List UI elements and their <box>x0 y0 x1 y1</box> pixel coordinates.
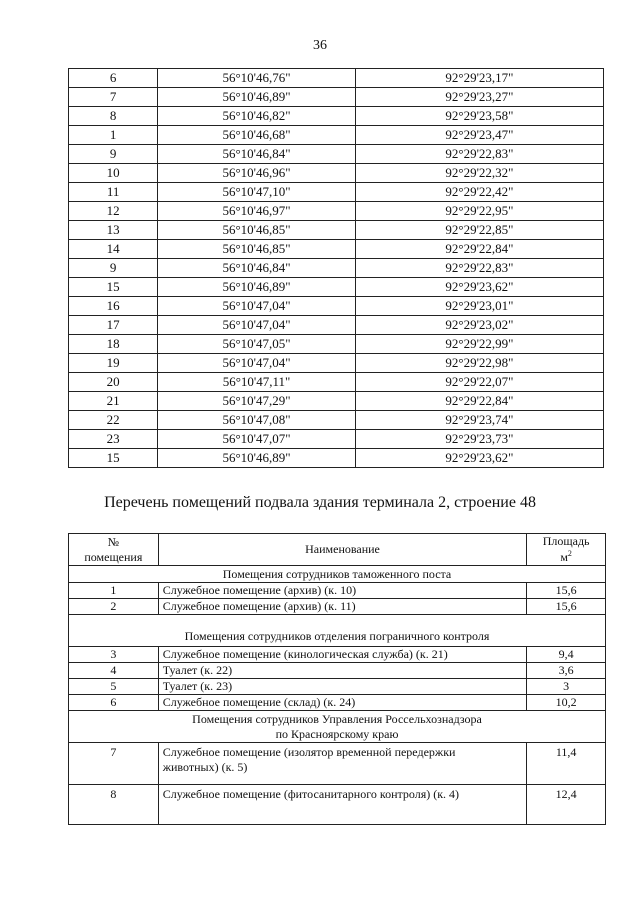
header-area-unit-exponent: 2 <box>567 549 572 558</box>
latitude-cell: 56°10'47,10" <box>158 183 356 202</box>
table-row <box>69 88 604 107</box>
longitude-cell: 92°29'23,74" <box>355 411 603 430</box>
latitude-cell: 56°10'47,07" <box>158 430 356 449</box>
latitude-cell: 56°10'46,89" <box>158 88 356 107</box>
table-row <box>69 449 604 468</box>
longitude-cell: 92°29'22,32" <box>355 164 603 183</box>
point-number: 17 <box>69 316 158 335</box>
point-number: 11 <box>69 183 158 202</box>
room-number: 4 <box>69 663 159 679</box>
table-row <box>69 679 606 695</box>
longitude-cell: 92°29'23,62" <box>355 278 603 297</box>
latitude-cell: 56°10'47,11" <box>158 373 356 392</box>
latitude-cell: 56°10'46,82" <box>158 107 356 126</box>
group-heading-rosselkhoznadzor <box>69 711 606 743</box>
longitude-cell: 92°29'22,84" <box>355 240 603 259</box>
room-number: 5 <box>69 679 159 695</box>
latitude-cell: 56°10'46,96" <box>158 164 356 183</box>
table-row <box>69 695 606 711</box>
room-name: Служебное помещение (архив) (к. 11) <box>158 599 527 615</box>
longitude-cell: 92°29'22,95" <box>355 202 603 221</box>
room-number: 3 <box>69 647 159 663</box>
room-area: 9,4 <box>527 647 606 663</box>
longitude-cell: 92°29'22,42" <box>355 183 603 202</box>
coordinates-table-body <box>69 69 604 468</box>
latitude-cell: 56°10'46,68" <box>158 126 356 145</box>
table-row <box>69 316 604 335</box>
longitude-cell: 92°29'23,62" <box>355 449 603 468</box>
latitude-cell: 56°10'46,85" <box>158 240 356 259</box>
group-heading-customs: Помещения сотрудников таможенного поста <box>69 566 606 583</box>
room-area: 3,6 <box>527 663 606 679</box>
table-row <box>69 411 604 430</box>
room-name: Служебное помещение (склад) (к. 24) <box>158 695 527 711</box>
page-number: 36 <box>313 38 327 53</box>
latitude-cell: 56°10'46,85" <box>158 221 356 240</box>
longitude-cell: 92°29'23,27" <box>355 88 603 107</box>
header-number-label: помещения <box>84 549 143 564</box>
header-area-label: Площадь <box>542 534 590 548</box>
room-area: 11,4 <box>527 743 606 785</box>
point-number: 14 <box>69 240 158 259</box>
table-row <box>69 785 606 825</box>
room-area: 15,6 <box>527 583 606 599</box>
table-row <box>69 221 604 240</box>
latitude-cell: 56°10'46,89" <box>158 278 356 297</box>
room-name: Служебное помещение (кинологическая служба) (к. 21) <box>158 647 527 663</box>
table-row <box>69 583 606 599</box>
group-row <box>69 711 606 743</box>
room-name: Туалет (к. 22) <box>158 663 527 679</box>
latitude-cell: 56°10'47,05" <box>158 335 356 354</box>
longitude-cell: 92°29'23,73" <box>355 430 603 449</box>
room-number: 7 <box>69 743 159 785</box>
table-row <box>69 240 604 259</box>
longitude-cell: 92°29'22,83" <box>355 145 603 164</box>
table-row <box>69 107 604 126</box>
longitude-cell: 92°29'22,98" <box>355 354 603 373</box>
point-number: 20 <box>69 373 158 392</box>
table-row <box>69 599 606 615</box>
longitude-cell: 92°29'23,01" <box>355 297 603 316</box>
longitude-cell: 92°29'22,07" <box>355 373 603 392</box>
table-row <box>69 430 604 449</box>
latitude-cell: 56°10'46,97" <box>158 202 356 221</box>
room-number: 1 <box>69 583 159 599</box>
rooms-table <box>68 533 606 825</box>
group-heading-line: Помещения сотрудников Управления Россельхознадзора <box>192 711 482 726</box>
table-row <box>69 145 604 164</box>
point-number: 6 <box>69 69 158 88</box>
group-heading-line: по Красноярскому краю <box>275 726 399 741</box>
longitude-cell: 92°29'22,83" <box>355 259 603 278</box>
room-number: 8 <box>69 785 159 825</box>
point-number: 18 <box>69 335 158 354</box>
table-row <box>69 278 604 297</box>
group-row <box>69 615 606 647</box>
point-number: 10 <box>69 164 158 183</box>
longitude-cell: 92°29'22,84" <box>355 392 603 411</box>
table-row <box>69 297 604 316</box>
point-number: 13 <box>69 221 158 240</box>
room-area: 12,4 <box>527 785 606 825</box>
point-number: 21 <box>69 392 158 411</box>
table-row <box>69 69 604 88</box>
table-row <box>69 373 604 392</box>
latitude-cell: 56°10'47,29" <box>158 392 356 411</box>
point-number: 15 <box>69 449 158 468</box>
section-title: Перечень помещений подвала здания терминала 2, строение 48 <box>104 494 536 511</box>
header-number-sign: № <box>107 534 120 549</box>
point-number: 16 <box>69 297 158 316</box>
rooms-table-header-row <box>69 534 606 566</box>
room-area: 15,6 <box>527 599 606 615</box>
latitude-cell: 56°10'46,76" <box>158 69 356 88</box>
longitude-cell: 92°29'23,17" <box>355 69 603 88</box>
longitude-cell: 92°29'23,02" <box>355 316 603 335</box>
point-number: 19 <box>69 354 158 373</box>
table-row <box>69 663 606 679</box>
point-number: 12 <box>69 202 158 221</box>
room-number: 6 <box>69 695 159 711</box>
longitude-cell: 92°29'22,85" <box>355 221 603 240</box>
header-area <box>527 534 606 566</box>
room-area: 10,2 <box>527 695 606 711</box>
latitude-cell: 56°10'46,89" <box>158 449 356 468</box>
longitude-cell: 92°29'23,58" <box>355 107 603 126</box>
table-row <box>69 183 604 202</box>
table-row <box>69 259 604 278</box>
table-row <box>69 126 604 145</box>
latitude-cell: 56°10'47,04" <box>158 354 356 373</box>
latitude-cell: 56°10'47,08" <box>158 411 356 430</box>
latitude-cell: 56°10'47,04" <box>158 297 356 316</box>
room-name-line: животных) (к. 5) <box>162 760 248 774</box>
longitude-cell: 92°29'22,99" <box>355 335 603 354</box>
room-name: Туалет (к. 23) <box>158 679 527 695</box>
header-name: Наименование <box>158 534 527 566</box>
point-number: 9 <box>69 145 158 164</box>
room-name-line: Служебное помещение (изолятор временной передержки <box>162 745 456 759</box>
longitude-cell: 92°29'23,47" <box>355 126 603 145</box>
point-number: 1 <box>69 126 158 145</box>
latitude-cell: 56°10'46,84" <box>158 259 356 278</box>
header-area-unit: м <box>560 550 568 564</box>
table-row <box>69 164 604 183</box>
point-number: 23 <box>69 430 158 449</box>
point-number: 9 <box>69 259 158 278</box>
point-number: 8 <box>69 107 158 126</box>
table-row <box>69 392 604 411</box>
room-area: 3 <box>527 679 606 695</box>
latitude-cell: 56°10'47,04" <box>158 316 356 335</box>
room-name <box>158 743 527 785</box>
point-number: 15 <box>69 278 158 297</box>
table-row <box>69 354 604 373</box>
latitude-cell: 56°10'46,84" <box>158 145 356 164</box>
table-row <box>69 647 606 663</box>
table-row <box>69 335 604 354</box>
coordinates-table <box>68 68 604 468</box>
point-number: 7 <box>69 88 158 107</box>
room-name: Служебное помещение (архив) (к. 10) <box>158 583 527 599</box>
point-number: 22 <box>69 411 158 430</box>
room-number: 2 <box>69 599 159 615</box>
room-name: Служебное помещение (фитосанитарного контроля) (к. 4) <box>158 785 527 825</box>
header-room-number <box>69 534 159 566</box>
table-row <box>69 743 606 785</box>
group-heading-border-control: Помещения сотрудников отделения пограничного контроля <box>69 615 606 647</box>
group-row <box>69 566 606 583</box>
table-row <box>69 202 604 221</box>
